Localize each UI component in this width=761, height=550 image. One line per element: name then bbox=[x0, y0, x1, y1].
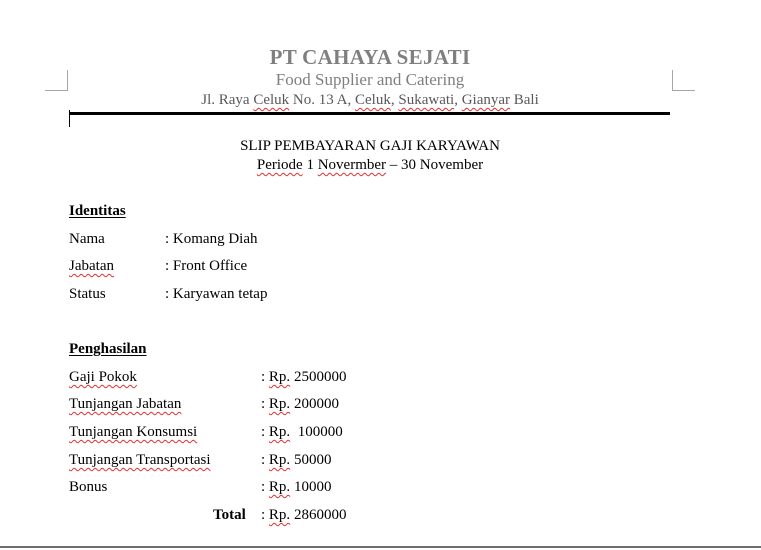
text-cursor bbox=[69, 110, 70, 127]
amount-value: 200000 bbox=[293, 396, 339, 412]
income-label-tunjangan-konsumsi[interactable]: Tunjangan Konsumsi bbox=[69, 424, 198, 440]
currency-label: Rp. bbox=[268, 452, 291, 468]
income-amount-bonus[interactable]: : Rp. 10000 bbox=[261, 479, 332, 495]
income-label-gaji-pokok[interactable]: Gaji Pokok bbox=[69, 369, 137, 385]
identity-value-nama[interactable]: : Komang Diah bbox=[165, 231, 258, 247]
income-total-label[interactable]: Total bbox=[213, 507, 246, 523]
address-word-sukawati: Sukawati bbox=[398, 92, 455, 108]
company-name[interactable]: PT CAHAYA SEJATI bbox=[269, 45, 471, 69]
document-title[interactable]: SLIP PEMBAYARAN GAJI KARYAWAN bbox=[240, 138, 500, 154]
address-prefix: Jl. Raya bbox=[201, 92, 254, 108]
identity-value-status[interactable]: : Karyawan tetap bbox=[165, 286, 268, 302]
currency-label: Rp. bbox=[268, 507, 291, 523]
company-address[interactable] bbox=[0, 92, 740, 109]
income-amount-tunjangan-konsumsi[interactable]: : Rp. 100000 bbox=[261, 424, 343, 440]
address-word-gianyar: Gianyar bbox=[461, 92, 510, 108]
income-label-bonus[interactable]: Bonus bbox=[69, 479, 108, 495]
amount-value: 2500000 bbox=[293, 369, 347, 385]
address-mid-1: No. 13 A, bbox=[289, 92, 356, 108]
income-amount-gaji-pokok[interactable]: : Rp. 2500000 bbox=[261, 369, 347, 385]
period-word-periode: Periode bbox=[256, 157, 303, 173]
identity-heading[interactable]: Identitas bbox=[69, 203, 126, 219]
currency-label: Rp. bbox=[268, 396, 291, 412]
identity-label-status[interactable]: Status bbox=[69, 286, 106, 302]
address-mid-2: , bbox=[390, 92, 399, 108]
income-total-amount[interactable]: : Rp. 2860000 bbox=[261, 507, 347, 523]
identity-label-nama[interactable]: Nama bbox=[69, 231, 105, 247]
company-tagline[interactable]: Food Supplier and Catering bbox=[275, 70, 465, 89]
currency-label: Rp. bbox=[268, 369, 291, 385]
document-period[interactable] bbox=[0, 157, 740, 174]
income-amount-tunjangan-jabatan[interactable]: : Rp. 200000 bbox=[261, 396, 339, 412]
address-mid-3: , bbox=[454, 92, 462, 108]
header-divider bbox=[70, 112, 670, 115]
currency-label: Rp. bbox=[268, 424, 291, 440]
identity-value-jabatan[interactable]: : Front Office bbox=[165, 258, 248, 274]
amount-value: 2860000 bbox=[293, 507, 347, 523]
amount-value: 10000 bbox=[293, 479, 332, 495]
income-amount-tunjangan-transportasi[interactable]: : Rp. 50000 bbox=[261, 452, 332, 468]
address-word-celuk-2: Celuk bbox=[355, 92, 391, 108]
income-label-tunjangan-jabatan[interactable]: Tunjangan Jabatan bbox=[69, 396, 182, 412]
income-heading[interactable]: Penghasilan bbox=[69, 341, 147, 357]
amount-value: 100000 bbox=[293, 424, 343, 440]
period-word-novermber: Novermber bbox=[317, 157, 387, 173]
identity-label-jabatan[interactable]: Jabatan bbox=[69, 258, 114, 274]
page-bottom-edge bbox=[0, 546, 761, 548]
address-word-celuk: Celuk bbox=[253, 92, 290, 108]
address-suffix: Bali bbox=[510, 92, 539, 108]
income-label-tunjangan-transportasi[interactable]: Tunjangan Transportasi bbox=[69, 452, 211, 468]
amount-value: 50000 bbox=[293, 452, 332, 468]
currency-label: Rp. bbox=[268, 479, 291, 495]
period-mid: 1 bbox=[302, 157, 318, 173]
period-suffix: – 30 November bbox=[386, 157, 484, 173]
